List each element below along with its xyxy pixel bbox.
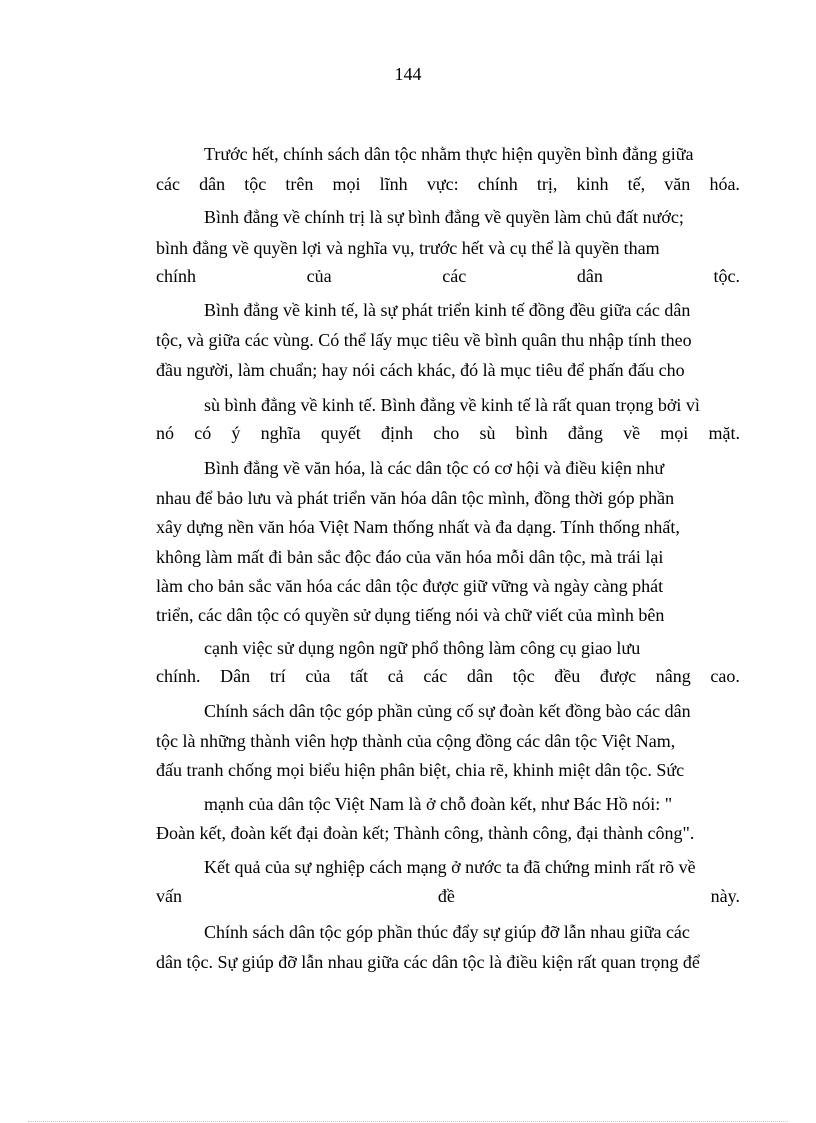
text-line: không làm mất đi bản sắc độc đáo của văn hóa mỗi dân tộc, mà trái lại [156,547,664,567]
word: đề [437,886,455,906]
word: cả [387,666,404,686]
word: nó [156,423,174,443]
text-line: dân tộc. Sự giúp đỡ lẫn nhau giữa các dân tộc là điều kiện rất quan trọng để [156,952,700,972]
word: đẳng [567,423,603,443]
word: tế, [627,174,646,194]
word: bình [515,423,548,443]
text-line: Bình đẳng về chính trị là sự bình đẳng về quyền làm chủ đất nước; [204,207,684,227]
text-line: đầu người, làm chuẩn; hay nói cách khác, đó là mục tiêu để phấn đấu cho [156,360,685,380]
word: hóa. [709,174,740,194]
word: của [305,666,331,686]
text-line: Kết quả của sự nghiệp cách mạng ở nước ta đã chứng minh rất rõ về [204,857,696,877]
word: Dân [220,666,251,686]
text-line: triển, các dân tộc có quyền sử dụng tiếng nói và chữ viết của mình bên [156,605,665,625]
word: kinh [576,174,609,194]
text-line: Chính sách dân tộc góp phần củng cố sự đoàn kết đồng bào các dân [204,701,691,721]
word: dân [576,266,603,286]
word: nghĩa [260,423,301,443]
word: mặt. [708,423,740,443]
text-line: Đoàn kết, đoàn kết đại đoàn kết; Thành công, thành công, đại thành công". [156,823,695,843]
text-line: Chính sách dân tộc góp phần thúc đẩy sự giúp đỡ lẫn nhau giữa các [204,922,690,942]
word: đều [554,666,581,686]
word: cho [433,423,460,443]
text-line: làm cho bản sắc văn hóa các dân tộc được giữ vững và ngày càng phát [156,576,664,596]
word: được [599,666,637,686]
word: tất [350,666,369,686]
word: chính [156,266,196,286]
word: này. [710,886,740,906]
text-line: Bình đẳng về văn hóa, là các dân tộc có cơ hội và điều kiện như [204,458,665,478]
word: mọi [332,174,361,194]
text-line: tộc, và giữa các vùng. Có thể lấy mục tiêu về bình quân thu nhập tính theo [156,330,692,350]
page-number: 144 [394,64,422,84]
word: định [381,423,414,443]
text-line: đấu tranh chống mọi biểu hiện phân biệt, chia rẽ, khinh miệt dân tộc. Sức [156,760,685,780]
footer-divider [28,1121,788,1122]
text-line: xây dựng nền văn hóa Việt Nam thống nhất và đa dạng. Tính thống nhất, [156,517,680,537]
word: tộc [244,174,267,194]
word: vấn [156,886,182,906]
word: các [156,174,180,194]
text-line: Trước hết, chính sách dân tộc nhằm thực hiện quyền bình đẳng giữa [204,144,694,164]
word: vực: [426,174,459,194]
word: của [306,266,332,286]
word: các [442,266,467,286]
word: chính. [156,666,201,686]
word: chính [477,174,518,194]
word: trí [269,666,286,686]
text-line-justified [156,173,740,195]
text-line: bình đẳng về quyền lợi và nghĩa vụ, trước hết và cụ thể là quyền tham [156,238,660,258]
word: dân [199,174,226,194]
word: nâng [655,666,691,686]
text-line: mạnh của dân tộc Việt Nam là ở chỗ đoàn kết, như Bác Hồ nói: " [204,794,673,814]
text-line-justified [156,885,740,907]
word: có [194,423,212,443]
text-line: cạnh việc sử dụng ngôn ngữ phổ thông làm công cụ giao lưu [204,638,641,658]
word: về [623,423,641,443]
word: sù [479,423,496,443]
word: cao. [710,666,740,686]
text-line: sù bình đẳng về kinh tế. Bình đẳng về kinh tế là rất quan trọng bởi vì [204,395,700,415]
word: các [423,666,448,686]
word: tộc [512,666,535,686]
word: lĩnh [379,174,408,194]
word: tộc. [713,266,740,286]
text-line: Bình đẳng về kinh tế, là sự phát triển kinh tế đồng đều giữa các dân [204,300,691,320]
word: trị, [536,174,558,194]
text-line-justified [156,265,740,287]
text-line: nhau để bảo lưu và phát triển văn hóa dân tộc mình, đồng thời góp phần [156,488,675,508]
word: văn [664,174,691,194]
word: trên [285,174,314,194]
word: mọi [660,423,689,443]
word: quyết [320,423,361,443]
word: ý [231,423,241,443]
word: dân [466,666,493,686]
text-line-justified [156,665,740,687]
text-line: tộc là những thành viên hợp thành của cộng đồng các dân tộc Việt Nam, [156,731,676,751]
text-line-justified [156,422,740,444]
